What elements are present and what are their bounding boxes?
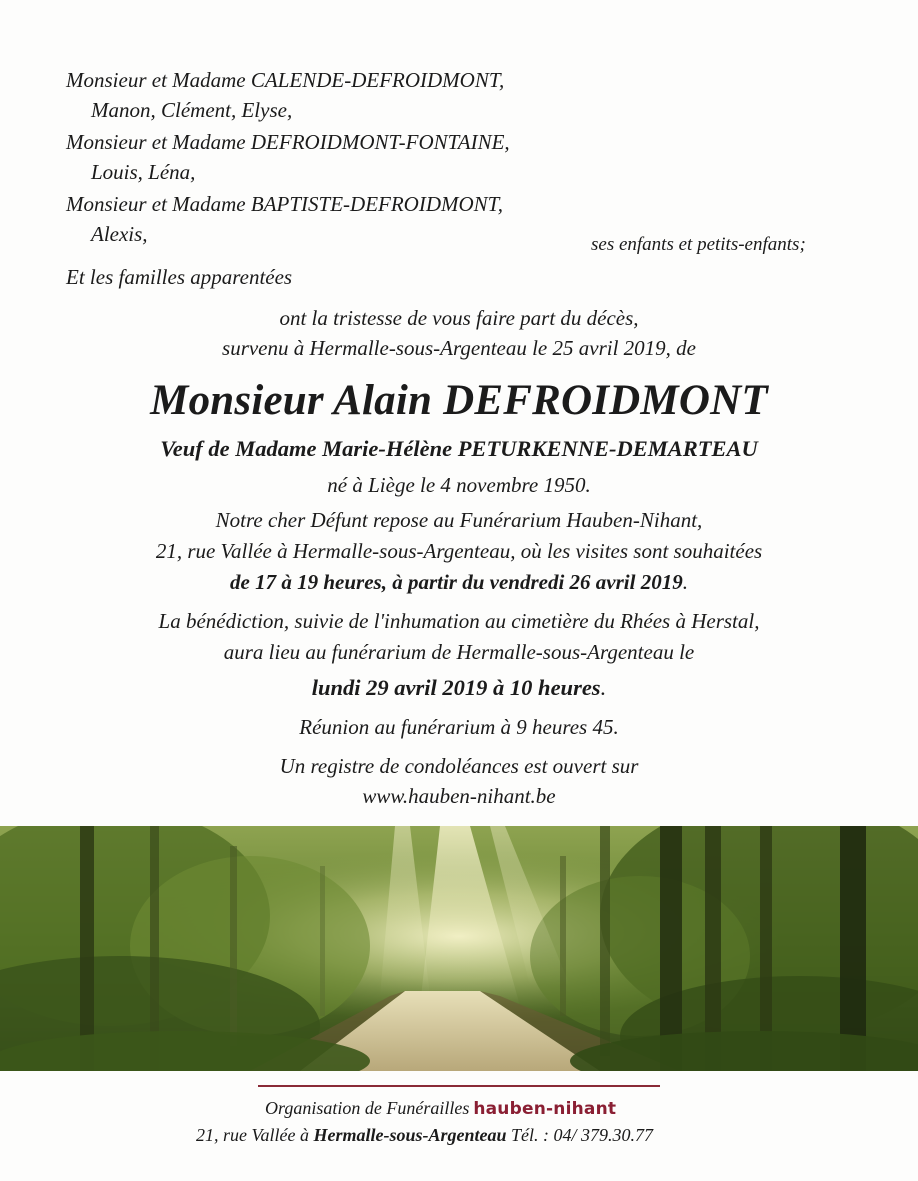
family-line-5: Monsieur et Madame BAPTISTE-DEFROIDMONT, [66,192,504,216]
family-line-1: Monsieur et Madame CALENDE-DEFROIDMONT, [66,68,505,92]
registry-line: Un registre de condoléances est ouvert sur [279,754,639,778]
family-relation: ses enfants et petits-enfants; [591,234,806,255]
family-line-6: Alexis, [91,222,148,246]
deceased-name: Monsieur Alain DEFROIDMONT [150,377,768,424]
footer-address [196,1125,653,1146]
registry-url[interactable]: www.hauben-nihant.be [362,784,556,808]
footer-address-town: Hermalle-sous-Argenteau [313,1125,507,1145]
meeting-line: Réunion au funérarium à 9 heures 45. [299,715,619,739]
ceremony-date-text: lundi 29 avril 2019 à 10 heures [311,675,601,700]
brand-logo: hauben-nihant [473,1099,617,1119]
visits-line-2: 21, rue Vallée à Hermalle-sous-Argenteau, où les visites sont souhaitées [155,539,763,563]
family-line-2: Manon, Clément, Elyse, [91,98,293,122]
birth-line: né à Liège le 4 novembre 1950. [327,473,591,497]
family-line-4: Louis, Léna, [91,160,196,184]
forest-path-image [0,826,918,1071]
ceremony-line-1: La bénédiction, suivie de l'inhumation au cimetière du Rhées à Herstal, [158,609,760,633]
family-apparentees: Et les familles apparentées [66,265,293,289]
footer-phone: Tél. : 04/ 379.30.77 [511,1125,653,1145]
footer-divider [258,1085,660,1087]
widower-line: Veuf de Madame Marie-Hélène PETURKENNE-DEMARTEAU [160,436,758,461]
ceremony-line-2: aura lieu au funérarium de Hermalle-sous-Argenteau le [223,640,695,664]
visits-line-1: Notre cher Défunt repose au Funérarium Hauben-Nihant, [215,508,703,532]
visits-hours-text: de 17 à 19 heures, à partir du vendredi 26 avril 2019 [230,570,683,594]
ceremony-date [0,675,918,701]
ceremony-date-end: . [600,675,607,700]
footer-org [265,1098,616,1119]
footer-address-prefix: 21, rue Vallée à [196,1125,309,1145]
announcement-line-1: ont la tristesse de vous faire part du décès, [279,306,639,330]
footer-org-label: Organisation de Funérailles [265,1098,470,1118]
announcement-line-2: survenu à Hermalle-sous-Argenteau le 25 avril 2019, de [222,336,696,360]
family-line-3: Monsieur et Madame DEFROIDMONT-FONTAINE, [66,130,510,154]
visits-hours [0,570,918,595]
visits-hours-end: . [682,570,688,594]
